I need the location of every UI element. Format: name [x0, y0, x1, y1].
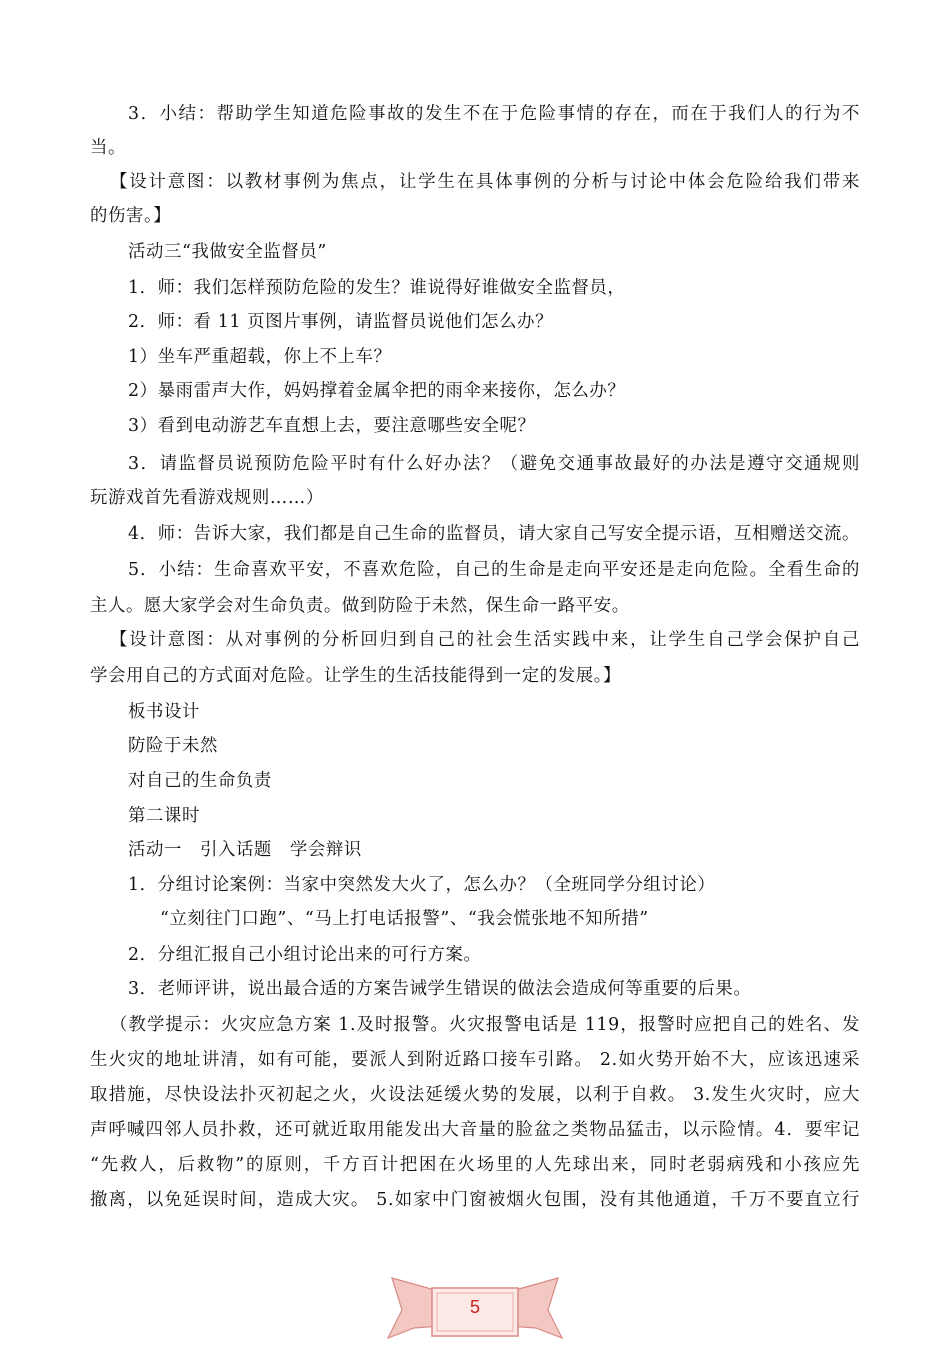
paragraph-line: 5．小结：生命喜欢平安，不喜欢危险，自己的生命是走向平安还是走向危险。全看生命的 — [128, 560, 860, 580]
paragraph-line: 3．请监督员说预防危险平时有什么好办法？（避免交通事故最好的办法是遵守交通规则 — [128, 454, 860, 474]
design-intent-line: 的伤害。】 — [90, 206, 172, 226]
paragraph-line: 3．老师评讲，说出最合适的方案告诫学生错误的做法会造成何等重要的后果。 — [128, 979, 752, 999]
page-number: 5 — [469, 1297, 480, 1317]
teaching-tip-line: 声呼喊四邻人员扑救，还可就近取用能发出大音量的脸盆之类物品猛击，以示险情。4．要牢记 — [90, 1120, 860, 1140]
board-design-line: 对自己的生命负责 — [128, 771, 272, 791]
activity-heading: 活动三“我做安全监督员” — [128, 242, 327, 262]
teaching-tip-line: 生火灾的地址讲清，如有可能，要派人到附近路口接车引路。 2.如火势开始不大，应该迅速采 — [90, 1050, 860, 1070]
activity-heading: 活动一 引入话题 学会辩识 — [128, 840, 362, 860]
teaching-tip-line: 取措施，尽快设法扑灭初起之火，火设法延缓火势的发展，以利于自救。 3.发生火灾时，应大 — [90, 1085, 860, 1105]
list-item: 2）暴雨雷声大作，妈妈撑着金属伞把的雨伞来接你，怎么办？ — [128, 381, 626, 401]
page-number-ribbon — [380, 1270, 570, 1344]
paragraph-line: 4．师：告诉大家，我们都是自己生命的监督员，请大家自己写安全提示语，互相赠送交流。 — [128, 524, 860, 544]
paragraph-line: 玩游戏首先看游戏规则……） — [90, 488, 324, 508]
teaching-tip-line: “先救人，后救物”的原则，千方百计把困在火场里的人先球出来，同时老弱病残和小孩应先 — [90, 1155, 860, 1175]
paragraph-line: 主人。愿大家学会对生命负责。做到防险于未然，保生命一路平安。 — [90, 596, 630, 616]
list-item: 1）坐车严重超载，你上不上车？ — [128, 347, 392, 367]
teaching-tip-line: 撤离，以免延误时间，造成大灾。 5.如家中门窗被烟火包围，没有其他通道，千万不要直立行 — [90, 1190, 860, 1210]
paragraph-line: 当。 — [90, 138, 126, 158]
design-intent-line: 【设计意图：以教材事例为焦点，让学生在具体事例的分析与讨论中体会危险给我们带来 — [110, 172, 860, 192]
paragraph-line: 2．分组汇报自己小组讨论出来的可行方案。 — [128, 945, 482, 965]
paragraph-line: 1．师：我们怎样预防危险的发生？谁说得好谁做安全监督员， — [128, 278, 626, 298]
lesson-heading: 第二课时 — [128, 806, 200, 826]
paragraph-line: 1．分组讨论案例：当家中突然发大火了，怎么办？（全班同学分组讨论） — [128, 875, 716, 895]
design-intent-line: 【设计意图：从对事例的分析回归到自己的社会生活实践中来，让学生自己学会保护自己 — [110, 630, 860, 650]
paragraph-line: 2．师：看 11 页图片事例，请监督员说他们怎么办？ — [128, 312, 554, 332]
list-item: 3）看到电动游艺车直想上去，要注意哪些安全呢？ — [128, 416, 536, 436]
board-design-line: 防险于未然 — [128, 736, 218, 756]
paragraph-line: 3．小结：帮助学生知道危险事故的发生不在于危险事情的存在，而在于我们人的行为不 — [128, 104, 860, 124]
teaching-tip-line: （教学提示：火灾应急方案 1.及时报警。火灾报警电话是 119，报警时应把自己的姓名、发 — [110, 1015, 860, 1035]
design-intent-line: 学会用自己的方式面对危险。让学生的生活技能得到一定的发展。】 — [90, 666, 622, 686]
board-design-heading: 板书设计 — [128, 702, 200, 722]
quote-line: “立刻往门口跑”、“马上打电话报警”、“我会慌张地不知所措” — [160, 909, 649, 929]
